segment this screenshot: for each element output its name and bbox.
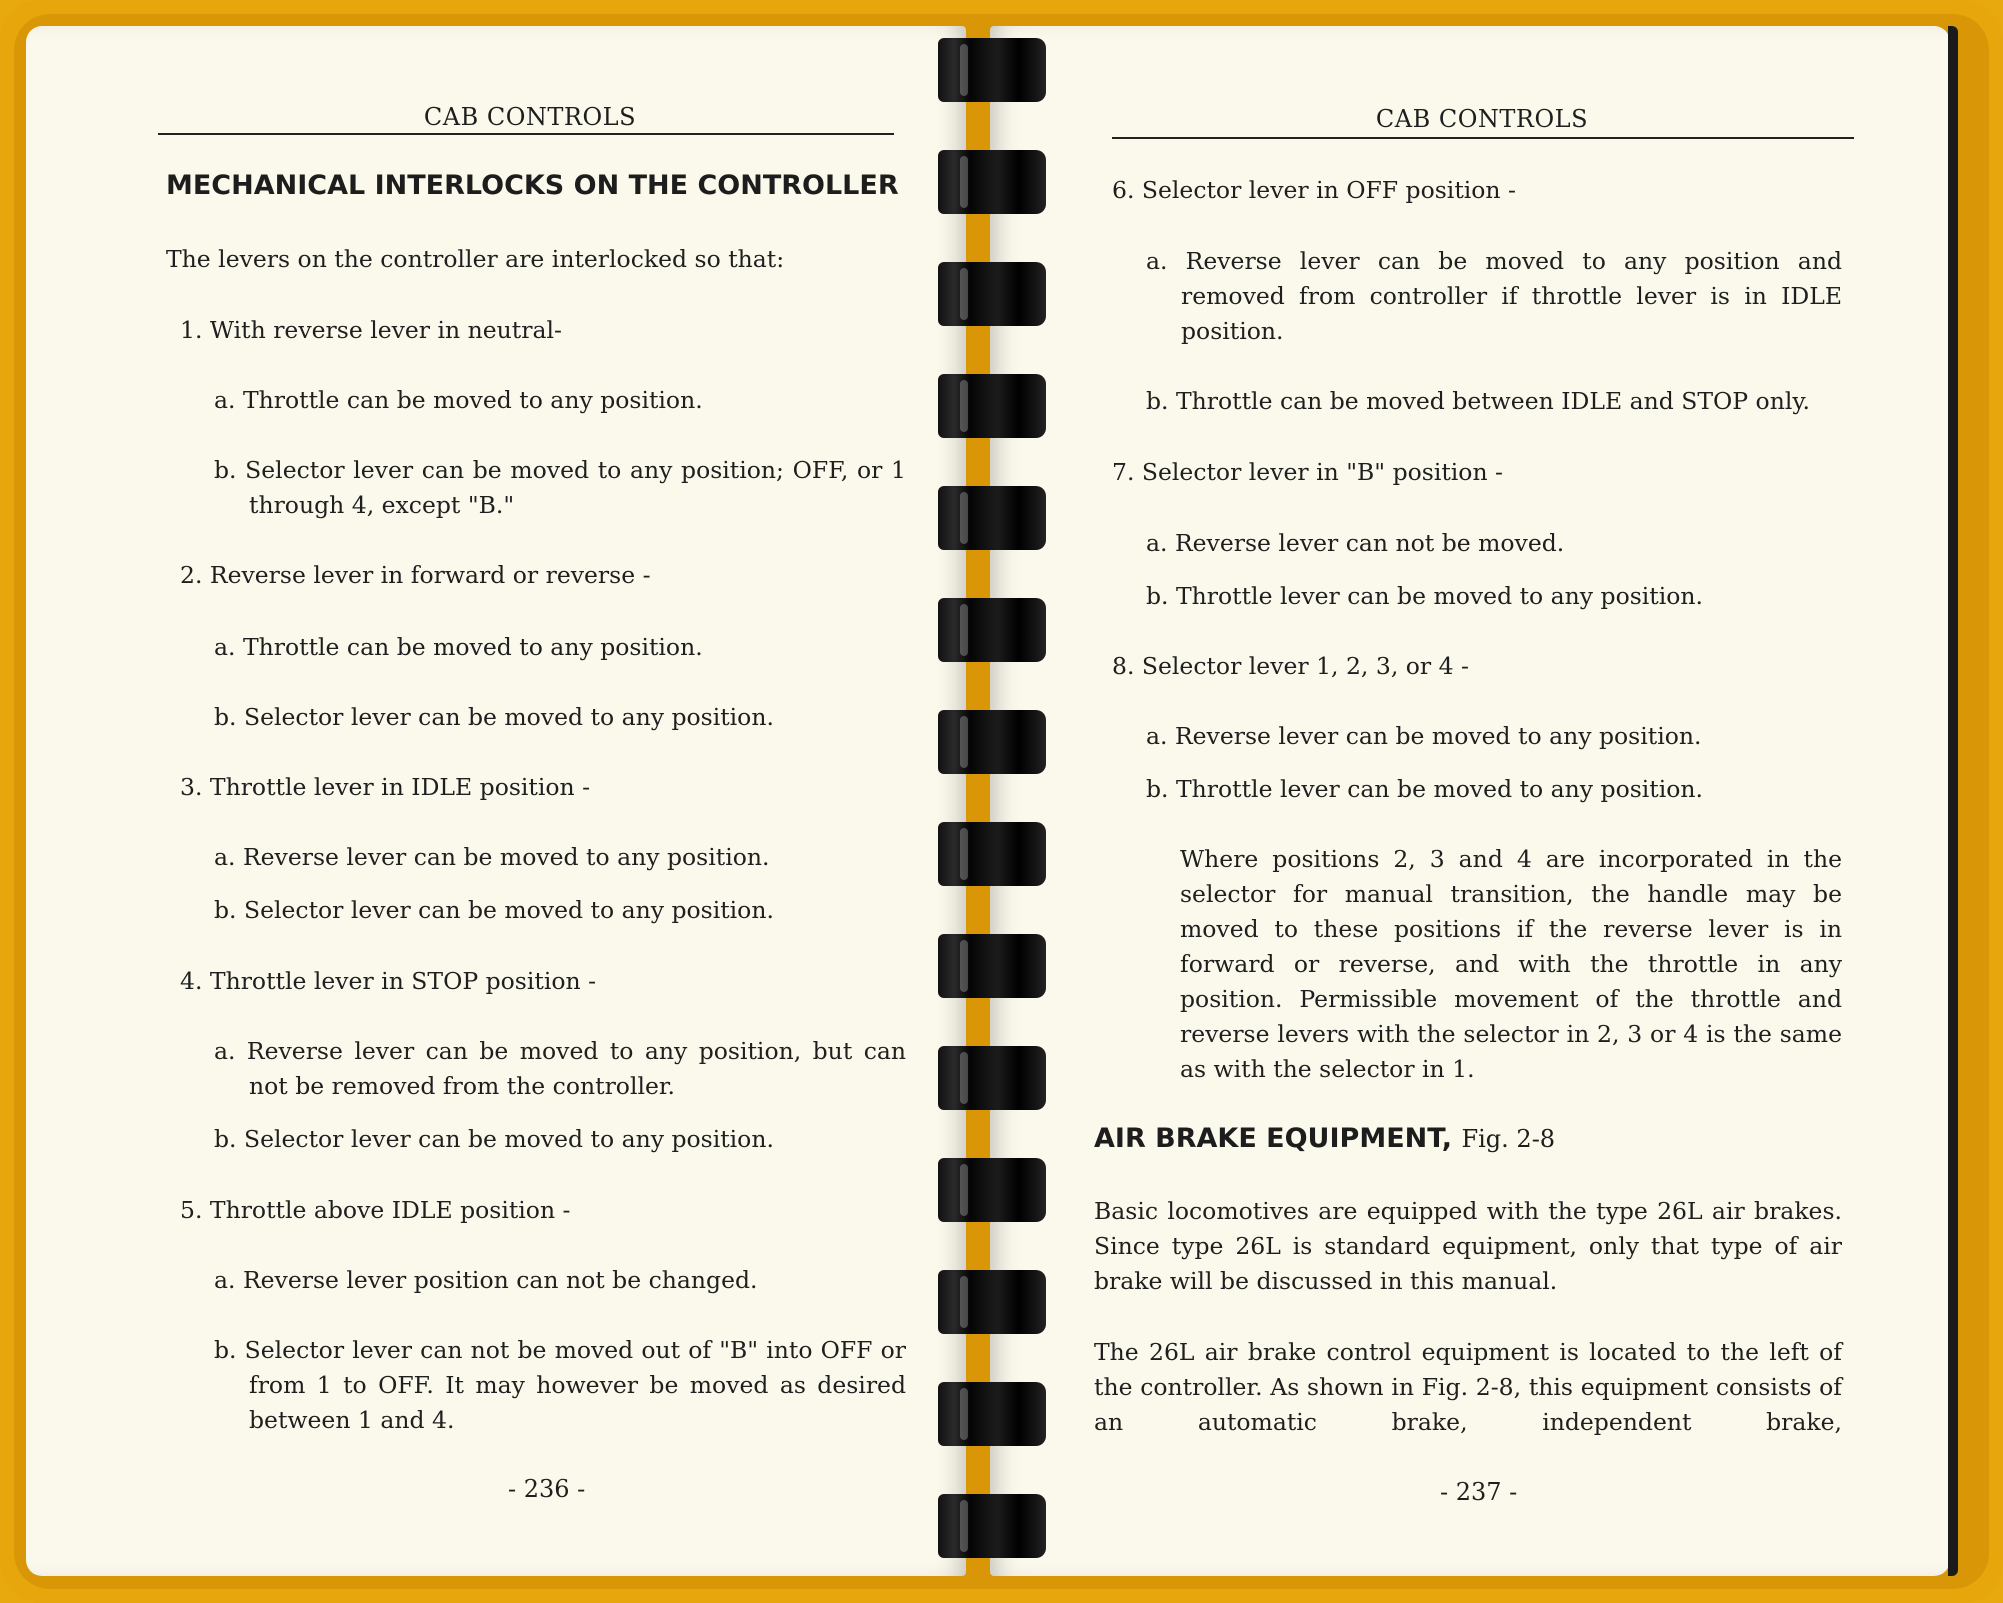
item-8-label: 8. Selector lever 1, 2, 3, or 4 - (1112, 652, 1469, 680)
item-5b: b. Selector lever can not be moved out of "B" into OFF or from 1 to OFF. It may however be moved as desired between 1 and 4. (214, 1336, 906, 1434)
binding-coil (938, 1382, 1046, 1446)
item-3b: b. Selector lever can be moved to any position. (214, 896, 774, 924)
binding-coil (938, 486, 1046, 550)
binding-coil (938, 1270, 1046, 1334)
binding-coil (938, 598, 1046, 662)
item-7a: a. Reverse lever can not be moved. (1146, 529, 1565, 557)
left-header-rule (158, 133, 894, 135)
binding-coil (938, 150, 1046, 214)
binding-coil (938, 1494, 1046, 1558)
item-7-label: 7. Selector lever in "B" position - (1112, 458, 1503, 486)
air-brake-heading-text: AIR BRAKE EQUIPMENT, (1094, 1123, 1453, 1154)
left-page-number: - 236 - (508, 1475, 586, 1503)
binding-coil (938, 934, 1046, 998)
air-brake-para-1: Basic locomotives are equipped with the type 26L air brakes. Since type 26L is standard equipment, only that type of air brake will be discussed in this manual. (1094, 1197, 1842, 1295)
intro-text: The levers on the controller are interlocked so that: (166, 245, 785, 273)
spiral-binding (938, 26, 1046, 1576)
item-7b: b. Throttle lever can be moved to any position. (1146, 582, 1704, 610)
left-running-head: CAB CONTROLS (423, 103, 637, 131)
item-1-label: 1. With reverse lever in neutral- (180, 316, 562, 344)
right-page-number: - 237 - (1440, 1478, 1518, 1506)
item-2b: b. Selector lever can be moved to any position. (214, 703, 774, 731)
binding-coil (938, 262, 1046, 326)
item-8a: a. Reverse lever can be moved to any position. (1146, 722, 1702, 750)
item-4b: b. Selector lever can be moved to any position. (214, 1125, 774, 1153)
item-1b: b. Selector lever can be moved to any position; OFF, or 1 through 4, except "B." (214, 456, 906, 519)
item-8b: b. Throttle lever can be moved to any position. (1146, 775, 1704, 803)
item-4a: a. Reverse lever can be moved to any position, but can not be removed from the controller. (214, 1037, 906, 1100)
page-block-edge (1948, 26, 1958, 1576)
left-section-heading: MECHANICAL INTERLOCKS ON THE CONTROLLER (166, 170, 899, 201)
air-brake-heading (1094, 1123, 1555, 1154)
binding-coil (938, 822, 1046, 886)
right-header-rule (1112, 137, 1854, 139)
item-1a: a. Throttle can be moved to any position. (214, 386, 703, 414)
item-5a: a. Reverse lever position can not be changed. (214, 1266, 758, 1294)
item-3a: a. Reverse lever can be moved to any position. (214, 843, 770, 871)
air-brake-para-2: The 26L air brake control equipment is located to the left of the controller. As shown in Fig. 2-8, this equipment consists of an automatic brake, independent brake, (1094, 1338, 1842, 1436)
item-5-label: 5. Throttle above IDLE position - (180, 1196, 571, 1224)
item-6-label: 6. Selector lever in OFF position - (1112, 176, 1516, 204)
binding-coil (938, 374, 1046, 438)
item-3-label: 3. Throttle lever in IDLE position - (180, 773, 591, 801)
selector-note: Where positions 2, 3 and 4 are incorporated in the selector for manual transition, the handle may be moved to these positions if the reverse lever is in forward or reverse, and with the throttle in any position. Permissible movement of the throttle and reverse levers with the selector in 2, 3 or 4 is the same as with the selector in 1. (1180, 845, 1842, 1083)
binding-coil (938, 710, 1046, 774)
binding-coil (938, 1046, 1046, 1110)
item-6a: a. Reverse lever can be moved to any position and removed from controller if throttle lever is in IDLE position. (1146, 247, 1842, 345)
item-2-label: 2. Reverse lever in forward or reverse - (180, 561, 651, 589)
item-4-label: 4. Throttle lever in STOP position - (180, 967, 597, 995)
item-2a: a. Throttle can be moved to any position. (214, 633, 703, 661)
item-6b: b. Throttle can be moved between IDLE and STOP only. (1146, 387, 1810, 415)
binding-coil (938, 1158, 1046, 1222)
right-running-head: CAB CONTROLS (1375, 105, 1589, 133)
binding-coil (938, 38, 1046, 102)
air-brake-figure-ref: Fig. 2-8 (1461, 1125, 1556, 1153)
